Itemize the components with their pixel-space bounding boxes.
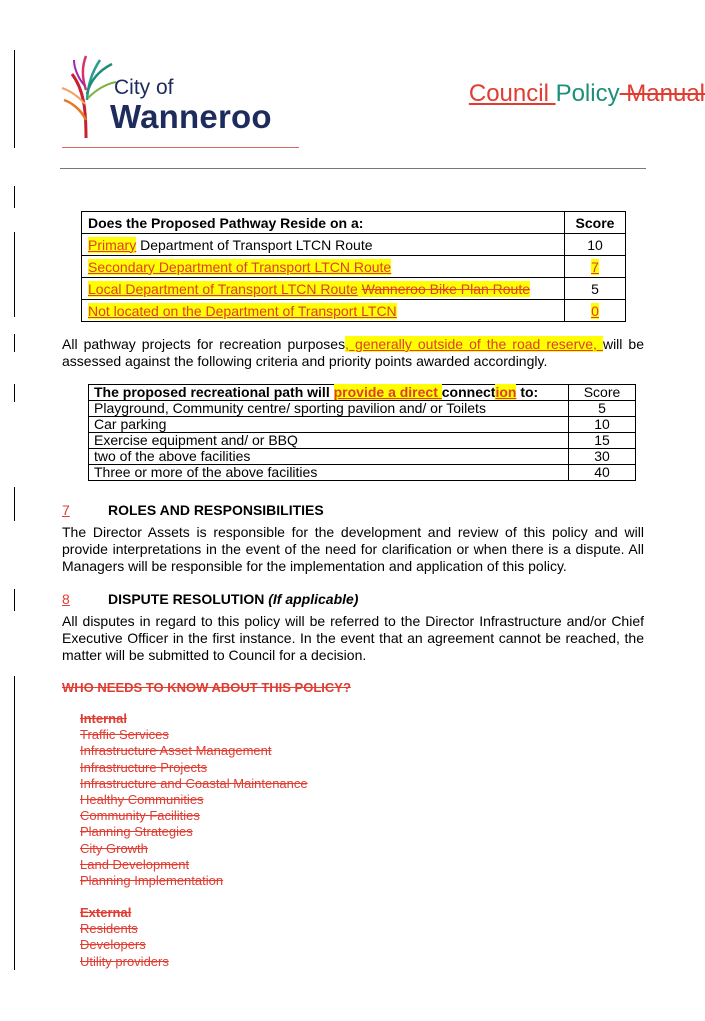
inserted-text: Local Department of Transport LTCN Route [88, 280, 358, 297]
who-needs-to-know-heading: WHO NEEDS TO KNOW ABOUT THIS POLICY? [62, 680, 351, 695]
table-row [89, 401, 636, 417]
list-item: Infrastructure Projects [80, 759, 208, 775]
table-row [89, 465, 636, 481]
table-cell-label: two of the above facilities [89, 449, 569, 465]
header-text: to: [516, 384, 539, 400]
list-item: Infrastructure and Coastal Maintenance [80, 775, 308, 791]
section-7-body: The Director Assets is responsible for the development and review of this policy and will provide interpretations in the event of the need for clarification or when there is a dispute. All Managers will be responsible for the implementation and application of this policy. [62, 524, 644, 574]
list-item: City Growth [80, 840, 148, 856]
table-row [89, 449, 636, 465]
table-row [82, 234, 626, 256]
table-cell-score: 5 [565, 278, 626, 300]
external-stakeholder-list [80, 905, 169, 970]
recreational-criteria-table [88, 384, 636, 481]
table-cell-score: 40 [569, 465, 636, 481]
header-title [469, 80, 705, 108]
table-cell-score: 5 [569, 401, 636, 417]
list-item: Community Facilities [80, 808, 200, 824]
table-cell-score: 30 [569, 449, 636, 465]
header-word-policy: Policy [555, 80, 620, 107]
table-cell-label [82, 234, 565, 256]
change-bar [14, 384, 15, 402]
table-cell-score: 15 [569, 433, 636, 449]
internal-stakeholder-list [80, 711, 308, 889]
change-bar [14, 334, 15, 352]
section-8-body: All disputes in regard to this policy will be referred to the Director Infrastructure and/or Chief Executive Officer in the first instance. In the event that an agreement cannot be reached, the matter will be submitted to Council for a decision. [62, 613, 644, 663]
list-item: Traffic Services [80, 727, 169, 743]
inserted-text: Primary [88, 236, 137, 253]
inserted-text: ion [495, 384, 517, 400]
table-row [89, 433, 636, 449]
table-cell-label: Car parking [89, 417, 569, 433]
section-7-heading [62, 502, 324, 518]
list-heading-internal: Internal [80, 711, 127, 726]
table-cell-score: 10 [565, 234, 626, 256]
recreation-paragraph [62, 336, 644, 370]
section-title-note: (If applicable) [268, 591, 359, 607]
logo-text-city-of: City of [114, 76, 174, 99]
list-item: Residents [80, 921, 138, 937]
change-bar [14, 186, 15, 208]
header-deleted-word: Manual [619, 80, 705, 107]
inserted-text: , generally outside of the road reserve, [345, 336, 603, 352]
table-header-row [82, 212, 626, 234]
pathway-route-table [81, 211, 626, 322]
table-cell-label: Three or more of the above facilities [89, 465, 569, 481]
header-inserted-word: Council [468, 80, 556, 107]
header-divider [60, 168, 646, 169]
table-header-score: Score [565, 212, 626, 234]
change-bar [14, 676, 15, 970]
header-text: connect [441, 384, 496, 400]
list-item: Planning Strategies [80, 824, 193, 840]
table-row [89, 417, 636, 433]
deleted-text: Wanneroo Bike Plan Route [361, 280, 531, 297]
change-bar [14, 50, 15, 148]
list-item: Utility providers [80, 953, 169, 969]
paragraph-text: will be assessed against the following criteria and priority points awarded accordingly. [62, 336, 645, 369]
table-cell-label [82, 278, 565, 300]
table-header-row [89, 385, 636, 401]
change-bar [14, 589, 15, 611]
paragraph-text: All pathway projects for recreation purposes [62, 336, 346, 352]
section-title: DISPUTE RESOLUTION [108, 591, 269, 607]
table-cell-label [82, 300, 565, 322]
list-item: Land Development [80, 856, 190, 872]
table-cell-text: Department of Transport LTCN Route [136, 236, 373, 253]
list-item: Infrastructure Asset Management [80, 743, 272, 759]
list-item: Planning Implementation [80, 873, 224, 889]
list-item: Healthy Communities [80, 792, 204, 808]
header-text: The proposed recreational path will [94, 384, 334, 400]
logo-underline [62, 147, 299, 148]
table-cell-label: Playground, Community centre/ sporting pavilion and/ or Toilets [89, 401, 569, 417]
table-header-label: Does the Proposed Pathway Reside on a: [82, 212, 565, 234]
table-cell-score [565, 256, 626, 278]
table-cell-label [82, 256, 565, 278]
table-cell-score [565, 300, 626, 322]
inserted-score: 7 [591, 258, 599, 275]
section-number: 8 [62, 591, 70, 607]
inserted-text: Not located on the Department of Transport LTCN [88, 302, 397, 319]
section-title: ROLES AND RESPONSIBILITIES [108, 502, 324, 518]
inserted-text: Secondary Department of Transport LTCN Route [88, 258, 392, 275]
table-cell-score: 10 [569, 417, 636, 433]
change-bar [14, 487, 15, 521]
list-item: Developers [80, 937, 146, 953]
logo-text-wanneroo: Wanneroo [110, 98, 272, 135]
city-logo [60, 50, 300, 150]
change-bar [14, 232, 15, 317]
inserted-text: provide a direct [333, 384, 442, 400]
list-heading-external: External [80, 905, 132, 920]
inserted-score: 0 [591, 302, 599, 319]
table-row [82, 300, 626, 322]
table-header-score: Score [569, 385, 636, 401]
table-cell-label: Exercise equipment and/ or BBQ [89, 433, 569, 449]
section-number: 7 [62, 502, 70, 518]
table-row [82, 256, 626, 278]
table-row [82, 278, 626, 300]
table-header-label [89, 385, 569, 401]
section-8-heading [62, 591, 358, 607]
